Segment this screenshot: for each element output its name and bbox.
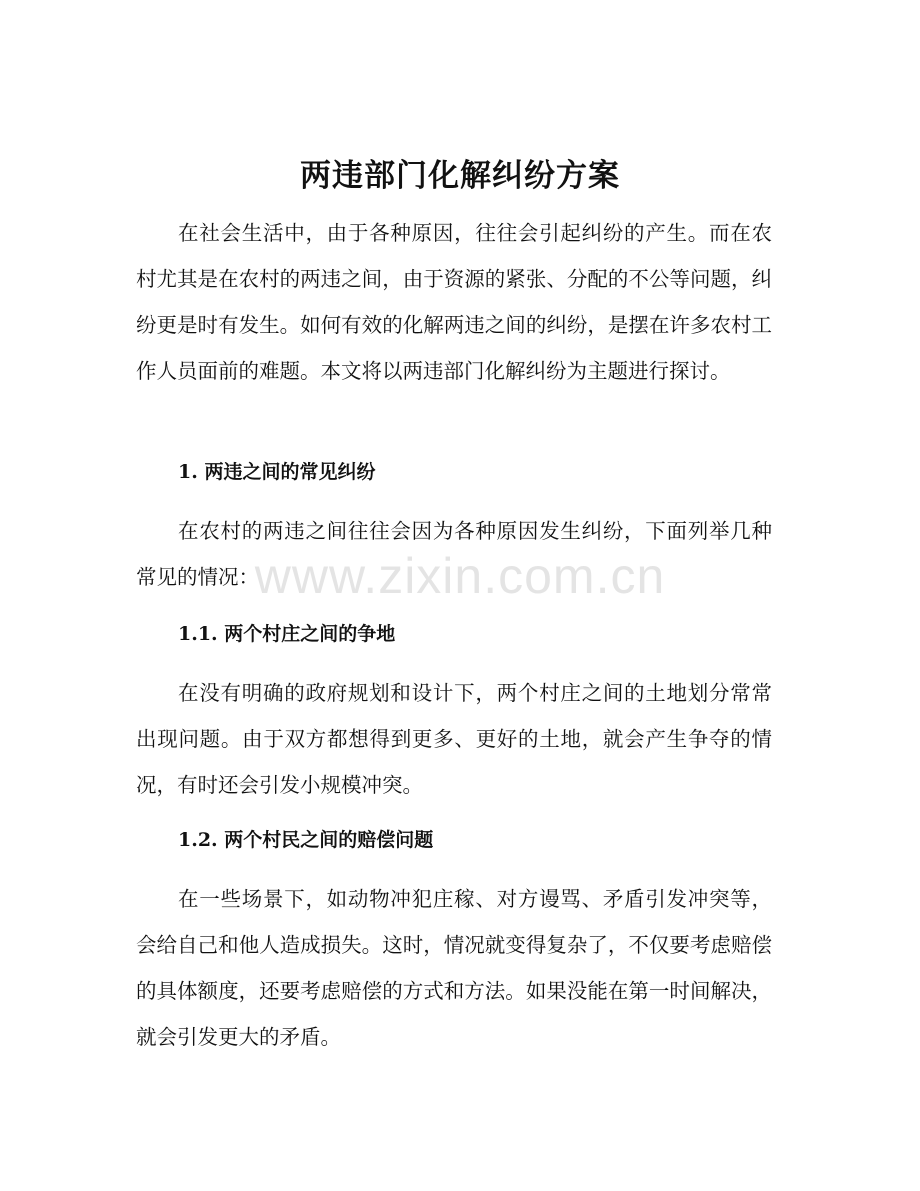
section-1-1-paragraph: 在没有明确的政府规划和设计下，两个村庄之间的土地划分常常出现问题。由于双方都想得到更多、更好的土地，就会产生争夺的情况，有时还会引发小规模冲突。 [136,681,772,797]
section-heading-1-2: 1.2. 两个村民之间的赔偿问题 [178,829,434,851]
section-1-paragraph: 在农村的两违之间往往会因为各种原因发生纠纷，下面列举几种常见的情况： [136,519,772,589]
intro-paragraph: 在社会生活中，由于各种原因，往往会引起纠纷的产生。而在农村尤其是在农村的两违之间，由于资源的紧张、分配的不公等问题，纠纷更是时有发生。如何有效的化解两违之间的纠纷，是摆在许多农村工作人员面前的难题。本文将以两违部门化解纠纷为主题进行探讨。 [136,221,772,383]
section-heading-1-1: 1.1. 两个村庄之间的争地 [178,623,396,645]
watermark: www.zixin.com.cn [254,548,666,604]
section-1-2-paragraph: 在一些场景下，如动物冲犯庄稼、对方谩骂、矛盾引发冲突等，会给自己和他人造成损失。这时，情况就变得复杂了，不仅要考虑赔偿的具体额度，还要考虑赔偿的方式和方法。如果没能在第一时间解决，就会引发更大的矛盾。 [136,887,772,1049]
section-heading-1: 1. 两违之间的常见纠纷 [178,461,376,483]
document-title: 两违部门化解纠纷方案 [300,158,620,194]
